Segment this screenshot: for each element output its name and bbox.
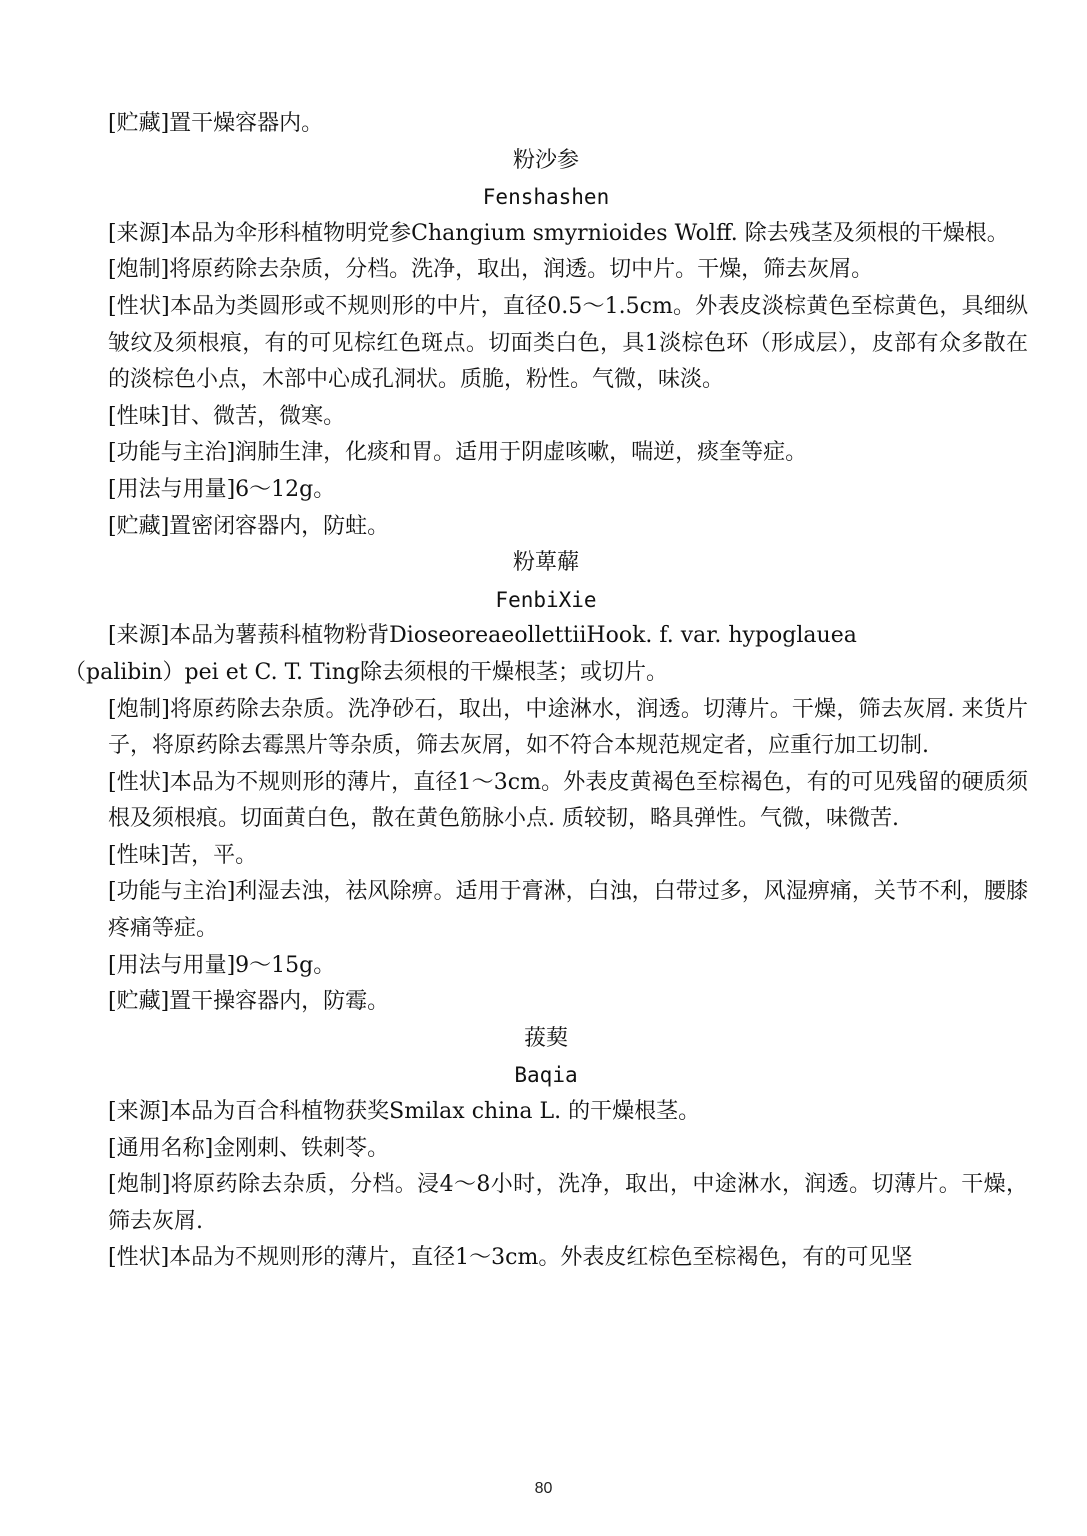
page-number: 80 xyxy=(534,1480,553,1497)
source-paragraph-line2: （palibin）pei et C. T. Ting除去须根的干燥根茎；或切片。 xyxy=(64,659,668,685)
dosage-paragraph: [用法与用量]9～15g。 xyxy=(108,952,336,978)
entry-title: 粉沙参 xyxy=(512,147,579,173)
function-paragraph: [功能与主治]润肺生津，化痰和胃。适用于阴虚咳嗽，喘逆，痰奎等症。 xyxy=(108,440,808,466)
nature-paragraph: [性味]苦，平。 xyxy=(108,842,258,868)
common-name-paragraph: [通用名称]金刚刺、铁刺苓。 xyxy=(108,1135,390,1161)
entry-pinyin: Baqia xyxy=(514,1063,578,1088)
processing-paragraph: [炮制]将原药除去杂质，分档。浸4～8小时，洗净，取出，中途淋水，润透。切薄片。干燥，筛去灰屑. xyxy=(108,1172,1028,1234)
function-paragraph: [功能与主治]利湿去浊，祛风除痹。适用于膏淋，白浊，白带过多，风湿痹痛，关节不利，腰膝疼痛等症。 xyxy=(108,879,1028,942)
entry-fenbixie xyxy=(64,545,1028,1021)
source-paragraph-line1: [来源]本品为薯蓣科植物粉背DioseoreaeollettiiHook. f. var. hypoglauea xyxy=(108,623,857,649)
character-paragraph: [性状]本品为类圆形或不规则形的中片，直径0.5～1.5cm。外表皮淡棕黄色至棕黄色，具细纵皱纹及须根痕，有的可见棕红色斑点。切面类白色，具1淡棕色环（形成层），皮部有众多散在的淡棕色小点，木部中心成孔洞状。质脆，粉性。气微，味淡。 xyxy=(108,293,1028,393)
entry-title: 菝葜 xyxy=(523,1025,568,1051)
entry-title: 粉萆薢 xyxy=(512,550,579,576)
processing-paragraph: [炮制]将原药除去杂质。洗净砂石，取出，中途淋水，润透。切薄片。干燥，筛去灰屑. 来货片子，将原药除去霉黑片等杂质，筛去灰屑，如不符合本规范规定者，应重行加工切制. xyxy=(108,696,1028,759)
character-paragraph: [性状]本品为不规则形的薄片，直径1～3cm。外表皮红棕色至棕褐色，有的可见坚 xyxy=(108,1245,913,1271)
processing-paragraph: [炮制]将原药除去杂质，分档。洗净，取出，润透。切中片。干燥，筛去灰屑。 xyxy=(108,257,874,283)
entry-baqia xyxy=(64,1021,1028,1277)
storage-paragraph: [贮藏]置干操容器内，防霉。 xyxy=(108,989,390,1015)
entry-fenshashen xyxy=(64,143,1028,546)
source-paragraph: [来源]本品为百合科植物获奖Smilax china L. 的干燥根茎。 xyxy=(108,1099,701,1125)
entry-pinyin: Fenshashen xyxy=(482,185,610,210)
storage-paragraph: [贮藏]置密闭容器内，防蛀。 xyxy=(108,513,390,539)
dosage-paragraph: [用法与用量]6～12g。 xyxy=(108,476,336,502)
source-paragraph: [来源]本品为伞形科植物明党参Changium smyrnioides Wolff. 除去残茎及须根的干燥根。 xyxy=(108,220,1009,246)
character-paragraph: [性状]本品为不规则形的薄片，直径1～3cm。外表皮黄褐色至棕褐色，有的可见残留的硬质须根及须根痕。切面黄白色，散在黄色筋脉小点. 质较韧，略具弹性。气微，味微苦. xyxy=(108,769,1028,832)
entry-pinyin: FenbiXie xyxy=(495,587,597,612)
storage-paragraph: [贮藏]置干燥容器内。 xyxy=(108,111,324,136)
document-body xyxy=(64,106,1028,1277)
nature-paragraph: [性味]甘、微苦，微寒。 xyxy=(108,403,346,429)
